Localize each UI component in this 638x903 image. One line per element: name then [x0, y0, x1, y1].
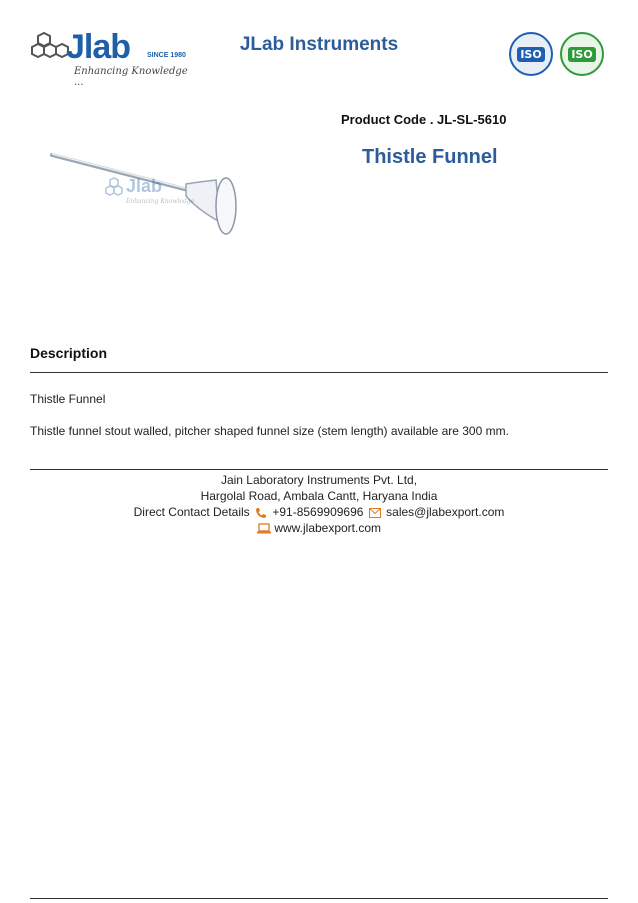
svg-text:Jlab: Jlab	[126, 176, 163, 196]
iso-14001-badge	[560, 32, 604, 76]
thistle-funnel-illustration	[38, 110, 278, 290]
laptop-icon	[257, 523, 271, 534]
footer-website-row	[0, 521, 638, 535]
description-body: Thistle funnel stout walled, pitcher shaped funnel size (stem length) available are 300 mm.	[30, 424, 509, 438]
product-image	[38, 110, 278, 290]
description-title: Thistle Funnel	[30, 392, 106, 406]
footer-contact-row	[0, 505, 638, 519]
logo-tagline: Enhancing Knowledge ...	[74, 66, 188, 88]
contact-email[interactable]: sales@jlabexport.com	[386, 505, 505, 519]
iso-9001-badge	[509, 32, 553, 76]
logo-since: SINCE 1980	[147, 52, 186, 59]
contact-label: Direct Contact Details	[133, 505, 250, 519]
contact-phone[interactable]: +91-8569909696	[272, 505, 364, 519]
product-code: Product Code . JL-SL-5610	[341, 112, 507, 127]
footer-address: Hargolal Road, Ambala Cantt, Haryana India	[200, 489, 438, 503]
description-heading: Description	[30, 345, 108, 361]
iso-14001-label: ISO	[568, 47, 595, 62]
page-bottom-divider	[30, 898, 608, 899]
footer-company: Jain Laboratory Instruments Pvt. Ltd,	[220, 473, 418, 487]
footer-divider	[30, 469, 608, 470]
svg-text:Enhancing Knowledge: Enhancing Knowledge	[126, 198, 195, 205]
logo-wordmark: Jlab	[66, 28, 131, 66]
iso-9001-label: ISO	[517, 47, 544, 62]
email-icon	[369, 508, 381, 518]
phone-icon	[255, 507, 267, 519]
contact-website[interactable]: www.jlabexport.com	[274, 521, 382, 535]
product-name: Thistle Funnel	[362, 146, 498, 168]
description-divider	[30, 372, 608, 373]
company-title-text: JLab Instruments	[239, 34, 399, 55]
